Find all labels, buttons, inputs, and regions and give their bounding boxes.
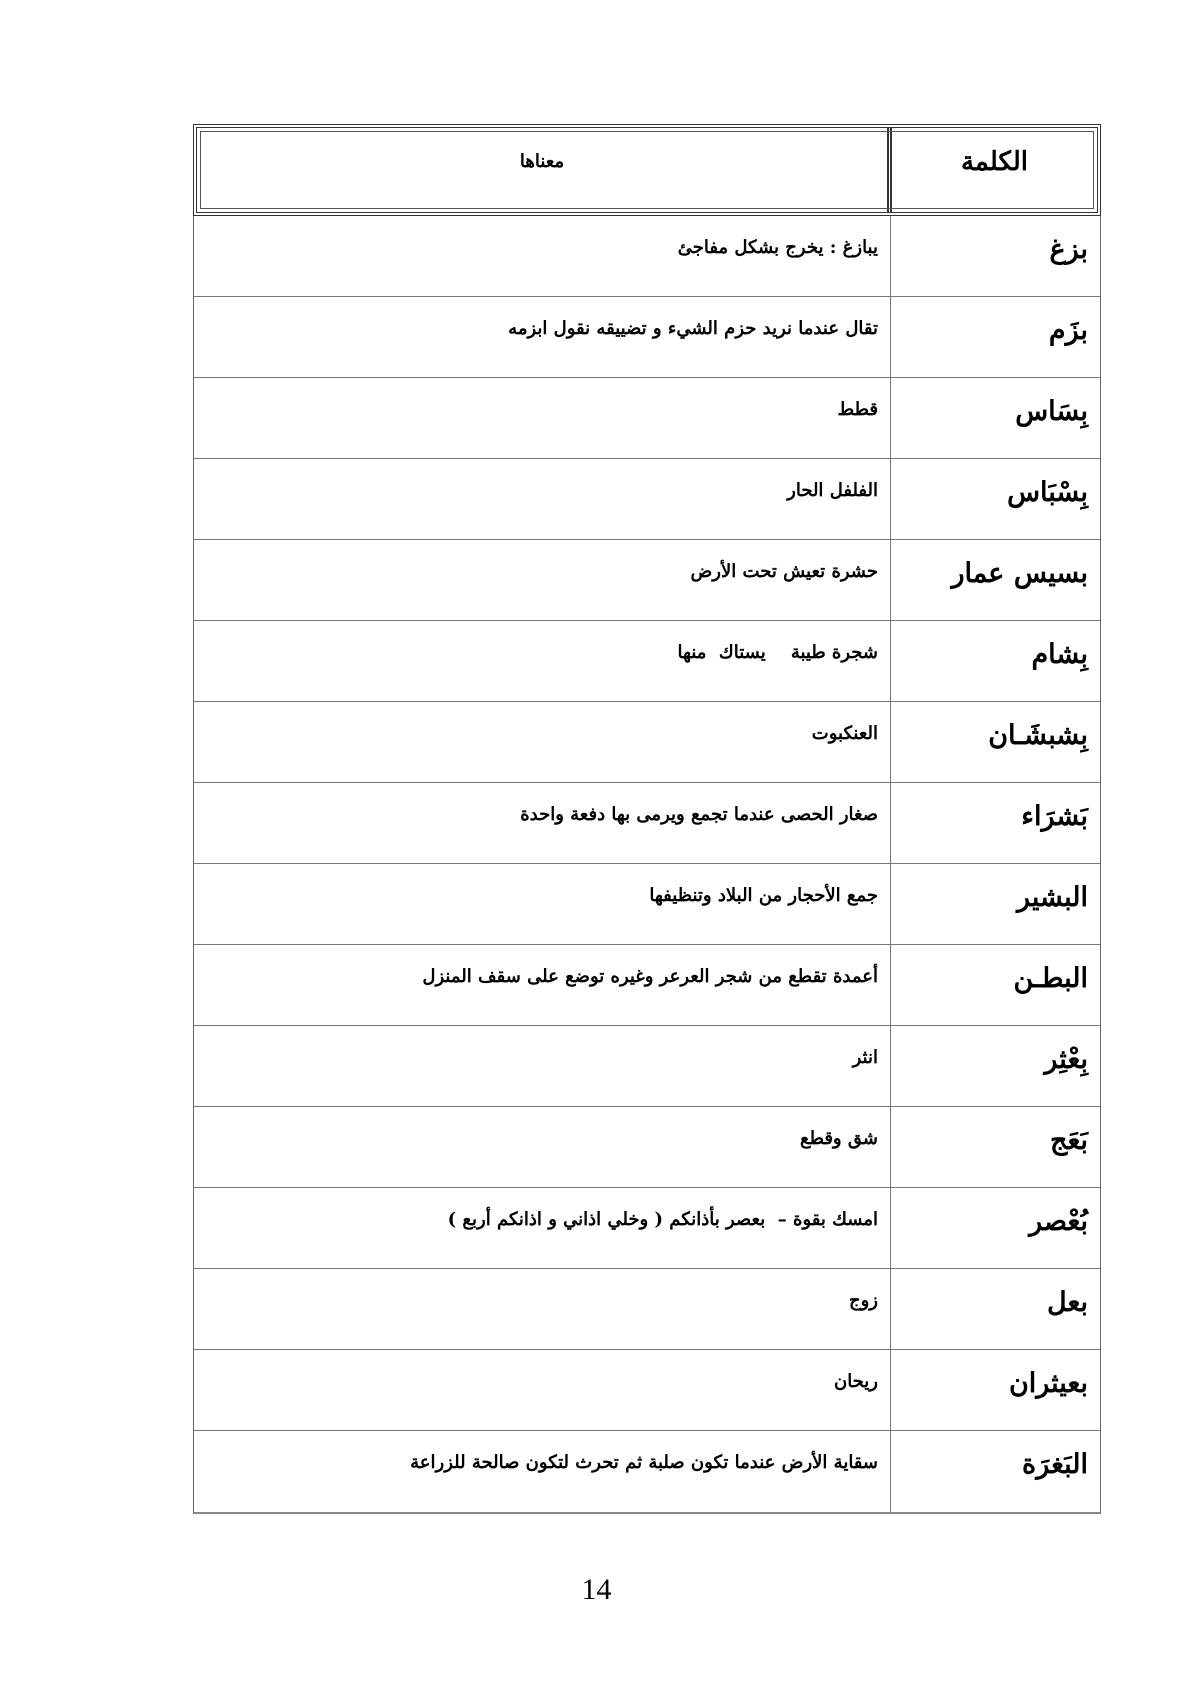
- table-row: [194, 459, 1100, 540]
- word-cell: بُعْصر: [890, 1188, 1100, 1268]
- word-cell: البَغرَة: [890, 1431, 1100, 1512]
- table-header-row: [193, 124, 1101, 216]
- meaning-cell: يبازغ : يخرج بشكل مفاجئ: [677, 236, 878, 258]
- word-cell: بزَم: [890, 297, 1100, 377]
- meaning-cell: جمع الأحجار من البلاد وتنظيفها: [649, 884, 878, 906]
- page-number: 14: [581, 1573, 612, 1606]
- meaning-cell: شق وقطع: [799, 1127, 878, 1149]
- word-cell: بِعْثِر: [890, 1026, 1100, 1106]
- meaning-cell: صغار الحصى عندما تجمع ويرمى بها دفعة واحدة: [520, 803, 878, 825]
- word-cell: بَشرَاء: [890, 783, 1100, 863]
- meaning-cell: العنكبوت: [811, 722, 878, 744]
- table-row: [194, 378, 1100, 459]
- word-cell: بعل: [890, 1269, 1100, 1349]
- table-row: [194, 1026, 1100, 1107]
- glossary-table: [193, 124, 1101, 1514]
- meaning-cell: زوج: [848, 1289, 878, 1311]
- word-cell: بزغ: [890, 216, 1100, 296]
- meaning-cell: أعمدة تقطع من شجر العرعر وغيره توضع على سقف المنزل: [422, 965, 878, 987]
- table-row: [194, 945, 1100, 1026]
- meaning-cell: انثر: [852, 1046, 878, 1068]
- word-cell: البشير: [890, 864, 1100, 944]
- table-row: [194, 1350, 1100, 1431]
- meaning-cell: قطط: [837, 398, 878, 420]
- word-cell: بسيس عمار: [890, 540, 1100, 620]
- table-row: [194, 1431, 1100, 1512]
- word-cell: بعيثران: [890, 1350, 1100, 1430]
- table-row: [194, 1107, 1100, 1188]
- word-cell: بِسْبَاس: [890, 459, 1100, 539]
- word-cell: بِشبشَـان: [890, 702, 1100, 782]
- header-word: الكلمة: [887, 128, 1097, 212]
- meaning-cell: حشرة تعيش تحت الأرض: [690, 560, 878, 582]
- table-row: [194, 216, 1100, 297]
- word-cell: بِسَاس: [890, 378, 1100, 458]
- table-row: [194, 540, 1100, 621]
- meaning-cell: سقاية الأرض عندما تكون صلبة ثم تحرث لتكون صالحة للزراعة: [410, 1452, 878, 1473]
- table-row: [194, 1269, 1100, 1350]
- table-row: [194, 702, 1100, 783]
- word-cell: بَعَج: [890, 1107, 1100, 1187]
- word-cell: البطـن: [890, 945, 1100, 1025]
- meaning-cell: تقال عندما نريد حزم الشيء و تضييقه نقول ابزمه: [508, 317, 878, 339]
- meaning-cell: شجرة طيبة يستاك منها: [677, 641, 878, 663]
- table-row: [194, 783, 1100, 864]
- table-row: [194, 864, 1100, 945]
- word-cell: بِشام: [890, 621, 1100, 701]
- table-row: [194, 1188, 1100, 1269]
- header-meaning: معناها: [519, 150, 565, 172]
- meaning-cell: ريحان: [833, 1370, 878, 1392]
- meaning-cell: امسك بقوة – بعصر بأذانكم ( وخلي اذاني و اذانكم أربع ): [447, 1208, 878, 1230]
- meaning-cell: الفلفل الحار: [787, 479, 878, 501]
- table-body: [193, 216, 1101, 1514]
- table-row: [194, 297, 1100, 378]
- table-row: [194, 621, 1100, 702]
